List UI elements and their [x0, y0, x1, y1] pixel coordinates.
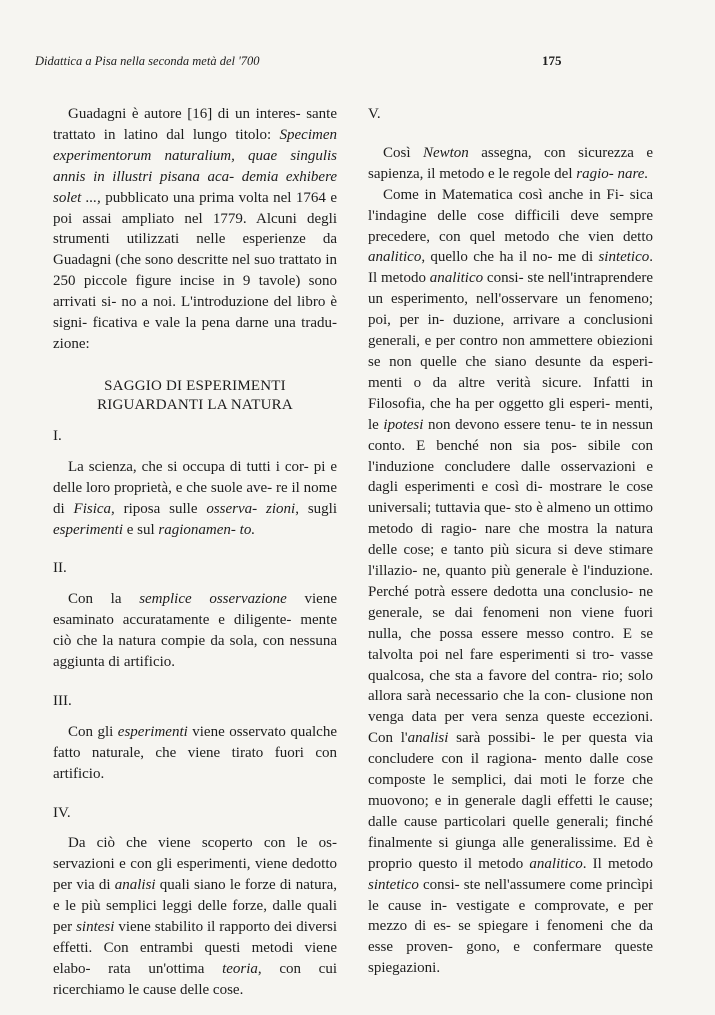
running-title: Didattica a Pisa nella seconda metà del '700	[35, 54, 260, 68]
section-5-text-b: Come in Matematica così anche in Fi- sica l'indagine delle cose difficili deve sempre precedere, con quel metodo che vien detto analitico, quello che ha il no- me di sintetico. Il metodo analitico consi- ste nell'intraprendere un esperimento, nell'osservare un fenomeno; poi, per in- duzione, arrivare a conclusioni generali, e per contro non ammettere obiezioni se non quelle che siano desunte da esperi- menti o da altre verità sicure. Infatti in Filosofia, che ha per oggetto gli esperi- menti, le ipotesi non devono essere tenu- te in nessun conto. E benché non sia pos- sibile con l'induzione concludere dalle osservazioni e dagli esperimenti e così di- mostrare le cose universali; tuttavia que- sto è almeno un ottimo metodo di ragio- nare che mostra la natura delle cose; e tanto più sicura si deve stimare l'illazio- ne, quanto più generale è l'induzione. Perché potrà essere dedotta una conclusio- ne generale, se dai fenomeni non viene fuori nulla, che possa essere messo contro. E se talvolta poi nel fare esperimenti si tro- vasse qualcosa, che sta a favore del contra- rio; solo allora sarà necessario che la con- clusione non venga data per vera senza queste eccezioni. Con l'analisi sarà possibi- le per questa via concludere con il ragiona- mento dalle cose composte le semplici, dai moti le forze che muovono; e in generale dagli effetti le cause; dalle cause particolari quelle generali; finché finalmente si giunga alle generalissime. Ed è proprio questo il metodo analitico. Il metodo sintetico consi- ste nell'assumere come princìpi le cause in- vestigate e comprovate, e per mezzo di es- se spiegare i fenomeni che da esse proven- gono, e confermare queste spiegazioni.	[368, 186, 654, 977]
section-2-text: Con la semplice osservazione viene esaminato accuratamente e diligente- mente ciò che la natura compie da sola, con nessuna aggiunta di artificio.	[53, 591, 338, 671]
section-heading-4: IV.	[53, 804, 71, 821]
section-3-text: Con gli esperimenti viene osservato qualche fatto naturale, che viene tirato fuori con artificio.	[53, 723, 337, 782]
section-4-text: Da ciò che viene scoperto con le os- servazioni e con gli esperimenti, viene dedotto per via di analisi quali siano le forze di natura, e le più semplici leggi delle forze, dalle quali per sintesi viene stabilito il rapporto dei diversi effetti. Con entrambi questi metodi viene elabo- rata un'ottima teoria, con cui ricerchiamo le cause delle cose.	[53, 835, 338, 998]
section-heading-2: II.	[53, 560, 67, 577]
essay-title: SAGGIO DI ESPERIMENTI RIGUARDANTI LA NATURA	[97, 377, 293, 414]
section-heading-5: V.	[368, 106, 381, 122]
left-column	[53, 104, 337, 1001]
right-column	[368, 104, 653, 979]
intro-paragraph: Guadagni è autore [16] di un interes- sante trattato in latino dal lungo titolo: Specimen experimentorum naturalium, quae singulis annis in illustri pisana aca- demia exhibere solet ..., pubblicato una prima volta nel 1764 e poi assai ampliato nel 1779. Alcuni degli strumenti utilizzati nelle esperienze da Guadagni (che sono descritte nel suo trattato in 250 piccole figure incise in 9 tavole) sono arrivati si- no a noi. L'introduzione del libro è signi- ficativa e vale la pena darne una tradu- zione:	[53, 106, 338, 352]
section-heading-3: III.	[53, 692, 72, 709]
section-1-text: La scienza, che si occupa di tutti i cor- pi e delle loro proprietà, e che suole ave- re il nome di Fisica, riposa sulle osserva- zioni, sugli esperimenti e sul ragionamen- to.	[53, 458, 337, 538]
section-5-text-a: Così Newton assegna, con sicurezza e sapienza, il metodo e le regole del ragio- nare.	[368, 144, 653, 182]
page-number: 175	[542, 53, 562, 68]
section-heading-1: I.	[53, 427, 62, 444]
